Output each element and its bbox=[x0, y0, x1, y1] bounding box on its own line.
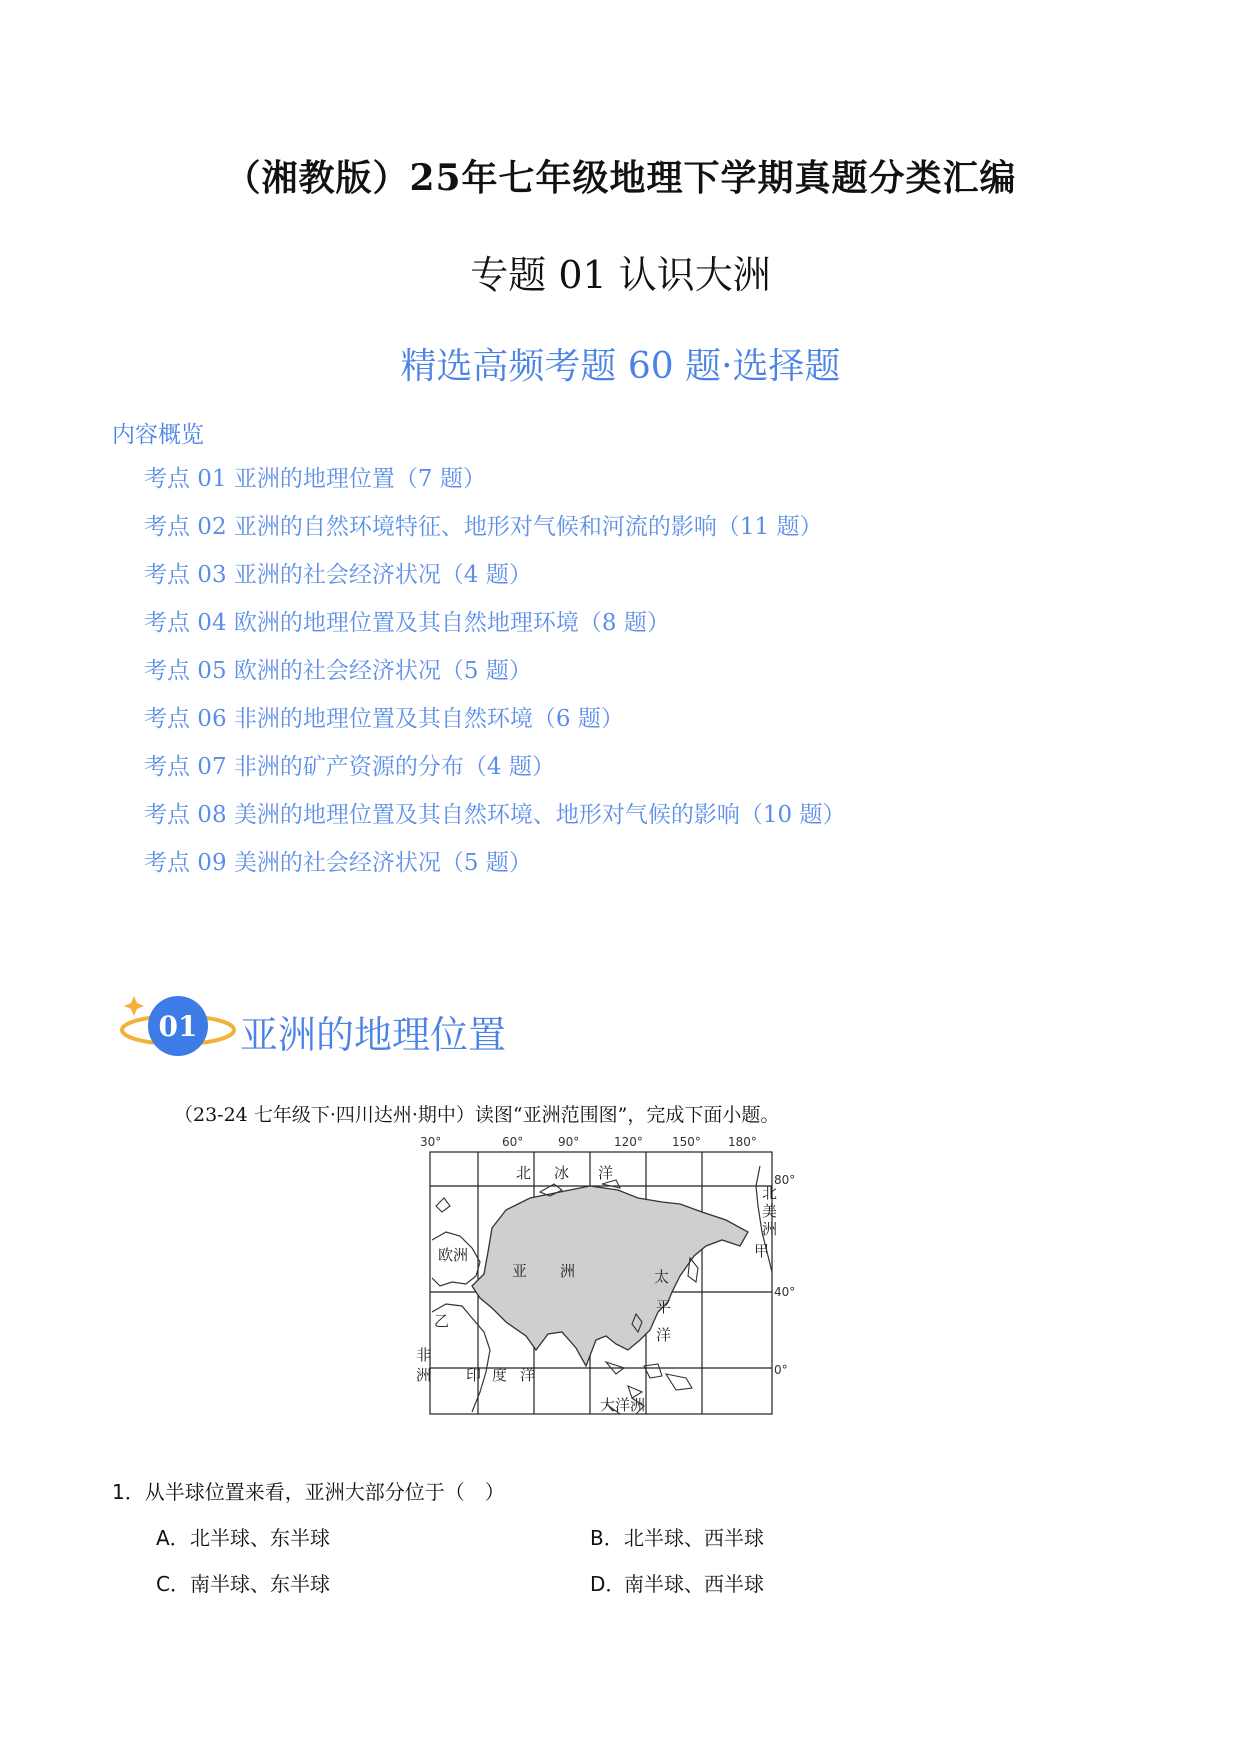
lon-label: 60° bbox=[502, 1136, 524, 1149]
map-label-pacific: 太 bbox=[654, 1268, 670, 1286]
map-label-oceania: 大洋洲 bbox=[600, 1396, 646, 1414]
highlight-title: 精选高频考题 60 题·选择题 bbox=[400, 346, 841, 387]
map-label-asia: 亚 bbox=[512, 1262, 528, 1280]
toc-heading: 内容概览 bbox=[112, 422, 204, 448]
map-label-europe: 欧洲 bbox=[438, 1246, 469, 1264]
map-label-pacific: 平 bbox=[656, 1298, 672, 1316]
question-text: 从半球位置来看，亚洲大部分位于（ ） bbox=[144, 1480, 505, 1504]
map-label-indian-ocean: 洋 bbox=[520, 1366, 536, 1384]
toc-item[interactable]: 考点 09 美洲的社会经济状况（5 题） bbox=[144, 850, 532, 876]
map-label-indian-ocean: 度 bbox=[492, 1366, 508, 1384]
map-label-arctic: 北 bbox=[516, 1164, 532, 1182]
map-label-north-america: 洲 bbox=[762, 1220, 778, 1238]
toc-list bbox=[144, 460, 845, 892]
map-label-indian-ocean: 印 bbox=[466, 1366, 482, 1384]
toc-item[interactable]: 考点 07 非洲的矿产资源的分布（4 题） bbox=[144, 754, 555, 780]
option-letter: D． bbox=[590, 1572, 626, 1596]
option-text: 南半球、东半球 bbox=[190, 1572, 330, 1596]
option-d[interactable] bbox=[590, 1568, 764, 1597]
lon-label: 120° bbox=[614, 1136, 643, 1149]
option-letter: C． bbox=[156, 1572, 190, 1596]
section-header bbox=[112, 984, 612, 1084]
badge-number: 01 bbox=[158, 1010, 198, 1043]
map-label-pacific: 洋 bbox=[656, 1326, 672, 1344]
question-stem bbox=[112, 1476, 505, 1505]
section-title: 亚洲的地理位置 bbox=[240, 1013, 507, 1057]
option-letter: A． bbox=[156, 1526, 190, 1550]
question-number: 1． bbox=[112, 1480, 145, 1504]
option-b[interactable] bbox=[590, 1522, 764, 1551]
map-label-north-america: 美 bbox=[762, 1202, 778, 1220]
option-text: 北半球、西半球 bbox=[624, 1526, 764, 1550]
section-number-badge-icon bbox=[120, 988, 244, 1068]
figure-intro: （23-24 七年级下·四川达州·期中）读图“亚洲范围图”，完成下面小题。 bbox=[174, 1104, 780, 1126]
map-label-africa: 非 bbox=[416, 1346, 432, 1364]
option-text: 南半球、西半球 bbox=[624, 1572, 764, 1596]
lon-label: 180° bbox=[728, 1136, 757, 1149]
lat-label: 0° bbox=[774, 1363, 788, 1377]
toc-item[interactable]: 考点 03 亚洲的社会经济状况（4 题） bbox=[144, 562, 532, 588]
toc-item[interactable]: 考点 06 非洲的地理位置及其自然环境（6 题） bbox=[144, 706, 624, 732]
map-label-asia: 洲 bbox=[560, 1262, 576, 1280]
lon-label: 150° bbox=[672, 1136, 701, 1149]
option-c[interactable] bbox=[156, 1568, 330, 1597]
map-label-africa: 洲 bbox=[416, 1366, 432, 1384]
sparkle-icon bbox=[124, 996, 144, 1016]
option-text: 北半球、东半球 bbox=[190, 1526, 330, 1550]
map-svg bbox=[410, 1136, 820, 1436]
map-label-arctic: 洋 bbox=[598, 1164, 614, 1182]
option-a[interactable] bbox=[156, 1522, 330, 1551]
map-label-jia: 甲 bbox=[754, 1242, 770, 1260]
document-subtitle: 专题 01 认识大洲 bbox=[470, 253, 771, 297]
toc-item[interactable]: 考点 04 欧洲的地理位置及其自然地理环境（8 题） bbox=[144, 610, 670, 636]
lon-label: 30° bbox=[420, 1136, 442, 1149]
lat-label: 40° bbox=[774, 1285, 796, 1299]
lon-label: 90° bbox=[558, 1136, 580, 1149]
map-label-yi: 乙 bbox=[434, 1312, 450, 1330]
option-letter: B． bbox=[590, 1526, 624, 1550]
lat-label: 80° bbox=[774, 1173, 796, 1187]
toc-item[interactable]: 考点 01 亚洲的地理位置（7 题） bbox=[144, 466, 486, 492]
toc-item[interactable]: 考点 02 亚洲的自然环境特征、地形对气候和河流的影响（11 题） bbox=[144, 514, 823, 540]
map-label-arctic: 冰 bbox=[554, 1164, 570, 1182]
asia-range-map bbox=[410, 1136, 820, 1436]
document-title: （湘教版）25年七年级地理下学期真题分类汇编 bbox=[224, 157, 1017, 199]
toc-item[interactable]: 考点 05 欧洲的社会经济状况（5 题） bbox=[144, 658, 532, 684]
map-label-north-america: 北 bbox=[762, 1184, 778, 1202]
toc-item[interactable]: 考点 08 美洲的地理位置及其自然环境、地形对气候的影响（10 题） bbox=[144, 802, 846, 828]
